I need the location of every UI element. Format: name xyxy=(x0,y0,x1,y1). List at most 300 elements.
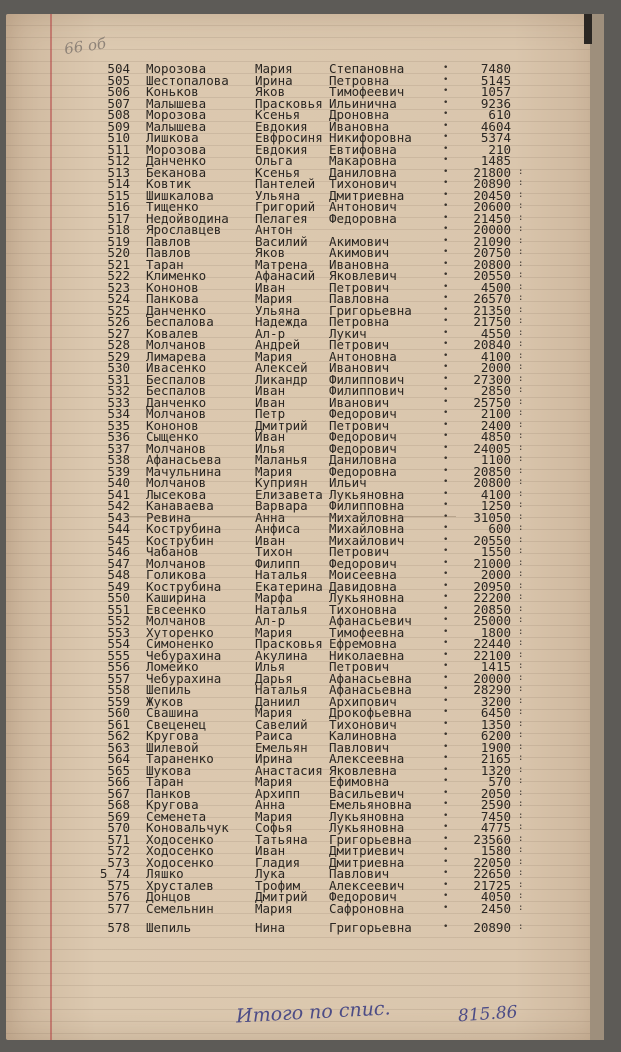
folio-mark: 66 об xyxy=(63,34,108,59)
column-dot: : xyxy=(518,258,524,269)
column-dot: • xyxy=(443,155,449,165)
row-patronymic: Архипович xyxy=(329,693,397,709)
row-amount: 1415 xyxy=(480,659,511,674)
row-surname: Ковтик xyxy=(146,176,192,191)
column-dot: • xyxy=(443,615,449,625)
row-firstname: Мария xyxy=(255,900,293,916)
row-firstname: Трофим xyxy=(255,877,301,893)
row-surname: Чабанов xyxy=(146,544,199,559)
column-dot: • xyxy=(443,845,449,855)
row-patronymic: Филипповна xyxy=(329,498,405,513)
column-dot: : xyxy=(518,649,524,660)
row-num: 539 xyxy=(107,463,130,479)
row-amount: 20000 xyxy=(473,222,511,237)
column-dot: • xyxy=(443,902,449,913)
row-num: 546 xyxy=(107,544,130,559)
row-num: 505 xyxy=(107,72,130,88)
row-num: 504 xyxy=(107,61,130,76)
row-patronymic: Федоровна xyxy=(329,463,397,479)
column-dot: : xyxy=(518,235,524,246)
row-surname: Панкова xyxy=(146,291,199,306)
row-firstname: Мария xyxy=(255,463,293,479)
row-num: 545 xyxy=(107,532,130,548)
column-dot: • xyxy=(443,97,449,108)
row-patronymic: Ильич xyxy=(329,475,367,490)
row-amount: 25000 xyxy=(473,613,511,628)
column-dot: • xyxy=(443,695,449,706)
column-dot: • xyxy=(443,523,449,533)
column-dot: • xyxy=(443,764,449,775)
row-firstname: Илья xyxy=(255,659,286,674)
row-surname: Морозова xyxy=(146,107,207,122)
row-amount: 570 xyxy=(488,774,511,789)
column-dot: : xyxy=(518,477,524,487)
row-num: 529 xyxy=(107,348,130,364)
column-dot: : xyxy=(518,922,524,932)
row-amount: 22100 xyxy=(473,647,511,663)
row-surname: Морозова xyxy=(146,141,207,157)
row-amount: 1900 xyxy=(480,739,511,755)
row-patronymic: Тихонович xyxy=(329,716,397,732)
row-patronymic: Лукьяновна xyxy=(329,486,405,502)
row-surname: Ляшко xyxy=(146,866,184,881)
column-dot: • xyxy=(443,270,449,280)
row-amount: 20550 xyxy=(473,268,511,283)
row-patronymic: Ефимовна xyxy=(329,774,390,789)
row-patronymic: Петрович xyxy=(329,279,390,295)
column-dot: • xyxy=(443,856,449,867)
column-dot: : xyxy=(518,741,524,752)
row-firstname: Илья xyxy=(255,440,286,456)
row-amount: 1580 xyxy=(480,843,511,858)
row-patronymic: Лукич xyxy=(329,325,367,341)
column-dot: • xyxy=(443,350,449,361)
row-patronymic: Михайлович xyxy=(329,532,405,548)
row-firstname: Андрей xyxy=(255,337,301,352)
row-amount: 20750 xyxy=(473,245,511,260)
column-dot: • xyxy=(443,189,449,200)
row-firstname: Наталья xyxy=(255,601,308,617)
row-firstname: Варвара xyxy=(255,498,308,513)
row-firstname: Раиса xyxy=(255,728,293,743)
row-amount: 1550 xyxy=(480,544,511,559)
row-patronymic: Ивановна xyxy=(329,256,390,272)
column-dot: • xyxy=(443,166,449,177)
row-surname: Молчанов xyxy=(146,613,207,628)
row-firstname: Иван xyxy=(255,532,286,548)
row-surname: Шепиль xyxy=(146,682,192,697)
row-firstname: Мария xyxy=(255,705,293,720)
row-patronymic: Давидовна xyxy=(329,578,397,594)
row-surname: Мачульнина xyxy=(146,463,222,479)
row-surname: Кострубина xyxy=(146,578,222,594)
column-dot: : xyxy=(518,212,524,223)
row-surname: Лысекова xyxy=(146,486,207,502)
row-patronymic: Петрович xyxy=(329,659,390,674)
row-amount: 5374 xyxy=(480,130,511,145)
column-dot: : xyxy=(518,247,524,257)
row-amount: 23560 xyxy=(473,831,511,847)
row-amount: 20800 xyxy=(473,475,511,490)
row-amount: 1057 xyxy=(480,84,511,99)
row-num: 543 xyxy=(107,509,130,525)
column-dot: • xyxy=(443,132,449,142)
row-patronymic: Моисеевна xyxy=(329,567,397,582)
row-surname: Голикова xyxy=(146,567,207,582)
row-num: 535 xyxy=(107,417,130,433)
column-dot: • xyxy=(443,649,449,660)
row-surname: Донцов xyxy=(146,889,192,904)
row-patronymic: Михайловна xyxy=(329,509,405,525)
row-surname: Панков xyxy=(146,785,192,801)
column-dot: : xyxy=(518,707,524,717)
row-patronymic: Федорович xyxy=(329,889,397,904)
column-dot: : xyxy=(518,281,524,292)
row-num: 564 xyxy=(107,751,130,766)
row-num: 533 xyxy=(107,394,130,410)
row-num: 565 xyxy=(107,762,130,778)
row-surname: Тищенко xyxy=(146,199,199,214)
row-num: 532 xyxy=(107,383,130,398)
row-firstname: Марфа xyxy=(255,590,293,605)
column-dot: • xyxy=(443,477,449,487)
row-firstname: Матрена xyxy=(255,256,308,272)
row-firstname: Ксенья xyxy=(255,107,301,122)
row-num: 569 xyxy=(107,808,130,824)
ledger-row xyxy=(6,902,604,915)
column-dot: • xyxy=(443,557,449,568)
ledger-row xyxy=(6,921,604,934)
row-num: 534 xyxy=(107,406,130,421)
row-amount: 2450 xyxy=(480,900,511,916)
row-patronymic: Филиппович xyxy=(329,371,405,387)
row-firstname: Анна xyxy=(255,797,286,812)
column-dot: • xyxy=(443,373,449,384)
column-dot: : xyxy=(518,534,524,545)
row-patronymic: Алексеевич xyxy=(329,877,405,893)
column-dot: : xyxy=(518,304,524,315)
column-dot: • xyxy=(443,500,449,510)
column-dot: : xyxy=(518,166,524,177)
row-num: 547 xyxy=(107,555,130,571)
column-dot: : xyxy=(518,569,524,579)
row-firstname: Афанасий xyxy=(255,268,316,283)
column-dot: • xyxy=(443,109,449,119)
row-amount: 1320 xyxy=(480,762,511,778)
row-patronymic: Дрокофьевна xyxy=(329,705,412,720)
row-surname: Морозова xyxy=(146,61,207,76)
row-num: 548 xyxy=(107,567,130,582)
row-amount: 27300 xyxy=(473,371,511,387)
row-num: 515 xyxy=(107,187,130,203)
row-amount: 2000 xyxy=(480,360,511,375)
row-surname: Беспалов xyxy=(146,371,207,387)
column-dot: : xyxy=(518,362,524,372)
row-firstname: Архипп xyxy=(255,785,301,801)
row-surname: Лишкова xyxy=(146,130,199,145)
section-divider xyxy=(126,516,456,517)
row-amount: 4604 xyxy=(480,118,511,134)
row-num: 506 xyxy=(107,84,130,99)
row-amount: 600 xyxy=(488,521,511,536)
row-amount: 21090 xyxy=(473,233,511,249)
column-dot: : xyxy=(518,316,524,326)
row-surname: Данченко xyxy=(146,153,207,168)
row-firstname: Василий xyxy=(255,233,308,249)
row-amount: 21450 xyxy=(473,210,511,226)
column-dot: : xyxy=(518,787,524,798)
row-surname: Семельнин xyxy=(146,900,214,916)
column-dot: : xyxy=(518,408,524,418)
row-amount: 1350 xyxy=(480,716,511,732)
row-num: 521 xyxy=(107,256,130,272)
row-patronymic: Иванович xyxy=(329,394,390,410)
column-dot: • xyxy=(443,442,449,453)
row-amount: 20840 xyxy=(473,337,511,352)
row-patronymic: Иванович xyxy=(329,360,390,375)
column-dot: • xyxy=(443,580,449,591)
row-firstname: Емельян xyxy=(255,739,308,755)
column-dot: : xyxy=(518,189,524,200)
column-dot: • xyxy=(443,799,449,809)
row-surname: Коновальчук xyxy=(146,820,229,835)
row-surname: Недойводина xyxy=(146,210,229,226)
row-firstname: Прасковья xyxy=(255,95,323,111)
row-amount: 22050 xyxy=(473,854,511,870)
row-surname: Коньков xyxy=(146,84,199,99)
row-surname: Кругова xyxy=(146,797,199,812)
row-firstname: Татьяна xyxy=(255,831,308,847)
ledger-page xyxy=(6,14,604,1040)
column-dot: • xyxy=(443,879,449,890)
column-dot: • xyxy=(443,922,449,932)
row-surname: Свеценец xyxy=(146,716,207,732)
row-num: 542 xyxy=(107,498,130,513)
row-firstname: Иван xyxy=(255,429,286,444)
row-amount: 4100 xyxy=(480,486,511,502)
row-firstname: Акулина xyxy=(255,647,308,663)
row-surname: Ковалев xyxy=(146,325,199,341)
column-dot: • xyxy=(443,626,449,637)
row-num: 514 xyxy=(107,176,130,191)
column-dot: • xyxy=(443,327,449,338)
row-amount: 7480 xyxy=(480,61,511,76)
row-num: 555 xyxy=(107,647,130,663)
column-dot: • xyxy=(443,534,449,545)
row-firstname: Ирина xyxy=(255,72,293,88)
row-firstname: Ксенья xyxy=(255,164,301,180)
row-firstname: Филипп xyxy=(255,555,301,571)
row-firstname: Надежда xyxy=(255,314,308,329)
row-patronymic: Даниловна xyxy=(329,452,397,467)
row-num: 512 xyxy=(107,153,130,168)
row-surname: Молчанов xyxy=(146,337,207,352)
row-surname: Кострубина xyxy=(146,521,222,536)
row-firstname: Ликандр xyxy=(255,371,308,387)
row-surname: Кононов xyxy=(146,279,199,295)
column-dot: : xyxy=(518,500,524,510)
column-dot: • xyxy=(443,787,449,798)
row-num: 516 xyxy=(107,199,130,214)
row-patronymic: Павлович xyxy=(329,739,390,755)
row-num: 510 xyxy=(107,130,130,145)
column-dot: • xyxy=(443,661,449,671)
column-dot: • xyxy=(443,776,449,786)
row-num: 536 xyxy=(107,429,130,444)
column-dot: : xyxy=(518,224,524,234)
row-surname: Ходосенко xyxy=(146,854,214,870)
row-patronymic: Тимофеевич xyxy=(329,84,405,99)
row-amount: 2590 xyxy=(480,797,511,812)
row-patronymic: Григорьевна xyxy=(329,920,412,935)
row-patronymic: Федорович xyxy=(329,429,397,444)
row-patronymic: Лукьяновна xyxy=(329,590,405,605)
column-dot: : xyxy=(518,431,524,441)
total-label: Итого по спис. xyxy=(235,997,392,1028)
row-patronymic: Тимофеевна xyxy=(329,624,405,640)
column-dot: : xyxy=(518,799,524,809)
column-dot: • xyxy=(443,178,449,188)
row-amount: 1250 xyxy=(480,498,511,513)
column-dot: • xyxy=(443,247,449,257)
column-dot: • xyxy=(443,120,449,131)
row-surname: Шепиль xyxy=(146,920,192,935)
column-dot: • xyxy=(443,86,449,96)
row-firstname: Дмитрий xyxy=(255,417,308,433)
row-amount: 22650 xyxy=(473,866,511,881)
row-num: 578 xyxy=(107,920,130,935)
row-patronymic: Алексеевна xyxy=(329,751,405,766)
row-amount: 20600 xyxy=(473,199,511,214)
row-surname: Ярославцев xyxy=(146,222,222,237)
column-dot: : xyxy=(518,891,524,901)
column-dot: • xyxy=(443,868,449,878)
row-patronymic: Павлович xyxy=(329,866,390,881)
row-num: 561 xyxy=(107,716,130,732)
row-amount: 2165 xyxy=(480,751,511,766)
row-patronymic: Васильевич xyxy=(329,785,405,801)
row-patronymic: Яковлевна xyxy=(329,762,397,778)
row-patronymic: Федорович xyxy=(329,440,397,456)
row-num: 571 xyxy=(107,831,130,847)
row-amount: 1800 xyxy=(480,624,511,640)
row-amount: 210 xyxy=(488,141,511,157)
column-dot: : xyxy=(518,327,524,338)
column-dot: : xyxy=(518,764,524,775)
column-dot: : xyxy=(518,350,524,361)
row-firstname: Прасковья xyxy=(255,636,323,651)
column-dot: : xyxy=(518,603,524,614)
row-amount: 22440 xyxy=(473,636,511,651)
row-surname: Кругова xyxy=(146,728,199,743)
row-num: 568 xyxy=(107,797,130,812)
row-num: 557 xyxy=(107,670,130,686)
column-dot: • xyxy=(443,304,449,315)
row-firstname: Екатерина xyxy=(255,578,323,594)
row-num: 518 xyxy=(107,222,130,237)
row-patronymic: Антонович xyxy=(329,199,397,214)
row-num: 553 xyxy=(107,624,130,640)
column-dot: • xyxy=(443,63,449,73)
row-firstname: Нина xyxy=(255,920,286,935)
column-dot: • xyxy=(443,718,449,729)
row-num: 5_74 xyxy=(99,866,130,881)
row-amount: 2050 xyxy=(480,785,511,801)
row-surname: Сыщенко xyxy=(146,429,199,444)
column-dot: • xyxy=(443,707,449,717)
row-surname: Евсеенко xyxy=(146,601,207,617)
column-dot: • xyxy=(443,672,449,683)
column-dot: : xyxy=(518,868,524,878)
row-surname: Тараненко xyxy=(146,751,214,766)
row-amount: 2850 xyxy=(480,383,511,398)
column-dot: : xyxy=(518,592,524,602)
column-dot: : xyxy=(518,753,524,763)
column-dot: • xyxy=(443,511,449,522)
column-dot: • xyxy=(443,891,449,901)
column-dot: : xyxy=(518,442,524,453)
row-amount: 20850 xyxy=(473,601,511,617)
row-firstname: Елизавета xyxy=(255,486,323,502)
row-surname: Ломейко xyxy=(146,659,199,674)
column-dot: : xyxy=(518,776,524,786)
row-firstname: Куприян xyxy=(255,475,308,490)
column-dot: : xyxy=(518,638,524,648)
column-dot: : xyxy=(518,465,524,476)
row-num: 531 xyxy=(107,371,130,387)
column-dot: : xyxy=(518,730,524,740)
column-dot: : xyxy=(518,718,524,729)
row-firstname: Яков xyxy=(255,245,286,260)
row-surname: Афанасьева xyxy=(146,452,222,467)
row-patronymic: Афанасьевна xyxy=(329,670,412,686)
row-num: 530 xyxy=(107,360,130,375)
row-surname: Чебурахина xyxy=(146,670,222,686)
column-dot: : xyxy=(518,178,524,188)
row-patronymic: Михайловна xyxy=(329,521,405,536)
row-num: 566 xyxy=(107,774,130,789)
row-firstname: Мария xyxy=(255,808,293,824)
row-patronymic: Калиновна xyxy=(329,728,397,743)
row-patronymic: Петровна xyxy=(329,314,390,329)
row-amount: 20450 xyxy=(473,187,511,203)
row-surname: Малышева xyxy=(146,118,207,134)
row-surname: Молчанов xyxy=(146,555,207,571)
column-dot: : xyxy=(518,201,524,211)
row-amount: 20890 xyxy=(473,920,511,935)
row-num: 549 xyxy=(107,578,130,594)
row-surname: Данченко xyxy=(146,302,207,318)
row-num: 509 xyxy=(107,118,130,134)
row-amount: 28290 xyxy=(473,682,511,697)
row-firstname: Ульяна xyxy=(255,187,301,203)
row-num: 573 xyxy=(107,854,130,870)
row-amount: 6200 xyxy=(480,728,511,743)
row-firstname: Гладия xyxy=(255,854,301,870)
column-dot: • xyxy=(443,753,449,763)
row-firstname: Мария xyxy=(255,291,293,306)
row-firstname: Наталья xyxy=(255,567,308,582)
row-surname: Жуков xyxy=(146,693,184,709)
row-surname: Семенета xyxy=(146,808,207,824)
row-num: 572 xyxy=(107,843,130,858)
row-firstname: Петр xyxy=(255,406,286,421)
row-firstname: Тихон xyxy=(255,544,293,559)
row-num: 523 xyxy=(107,279,130,295)
column-dot: : xyxy=(518,615,524,625)
row-surname: Ивасенко xyxy=(146,360,207,375)
column-dot: : xyxy=(518,856,524,867)
